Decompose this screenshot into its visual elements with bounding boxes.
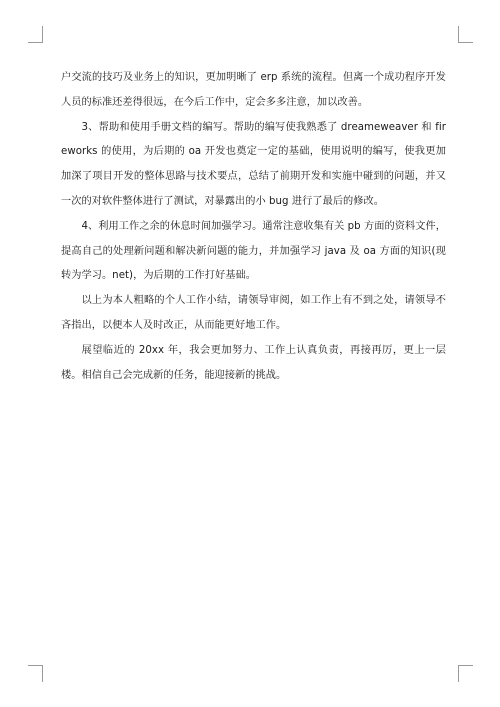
crop-mark-bottom-right — [458, 665, 473, 682]
paragraph-erp-flow: 户交流的技巧及业务上的知识，更加明晰了 erp 系统的流程。但离一个成功程序开发人员的标准还差得很远，在今后工作中，定会多多注意，加以改善。 — [61, 72, 446, 108]
crop-mark-top-left — [28, 26, 43, 43]
document-body — [61, 66, 446, 388]
crop-mark-top-right — [458, 26, 473, 43]
paragraph-help-docs: 3、帮助和使用手册文档的编写。帮助的编写使我熟悉了 dreameweaver 和 fireworks 的使用，为后期的 oa 开发也奠定一定的基础，使用说明的编写，使我更加加深了项目开发的整体思路与技术要点，总结了前期开发和实施中碰到的问题，并又一次的对软件整体进行了测试，对暴露出的小 bug 进行了最后的修改。 — [61, 121, 446, 207]
paragraph-outlook: 展望临近的 20xx 年，我会更加努力、工作上认真负责，再接再厉，更上一层楼。相信自己会完成新的任务，能迎接新的挑战。 — [61, 344, 446, 381]
crop-mark-bottom-left — [28, 665, 43, 682]
paragraph-study: 4、利用工作之余的休息时间加强学习。通常注意收集有关 pb 方面的资料文件，提高自己的处理新问题和解决新问题的能力，并加强学习 java 及 oa 方面的知识(现转为学习。net)，为后期的工作打好基础。 — [61, 220, 446, 282]
paragraph-summary: 以上为本人粗略的个人工作小结，请领导审阅，如工作上有不到之处，请领导不吝指出，以便本人及时改正，从而能更好地工作。 — [61, 295, 446, 331]
